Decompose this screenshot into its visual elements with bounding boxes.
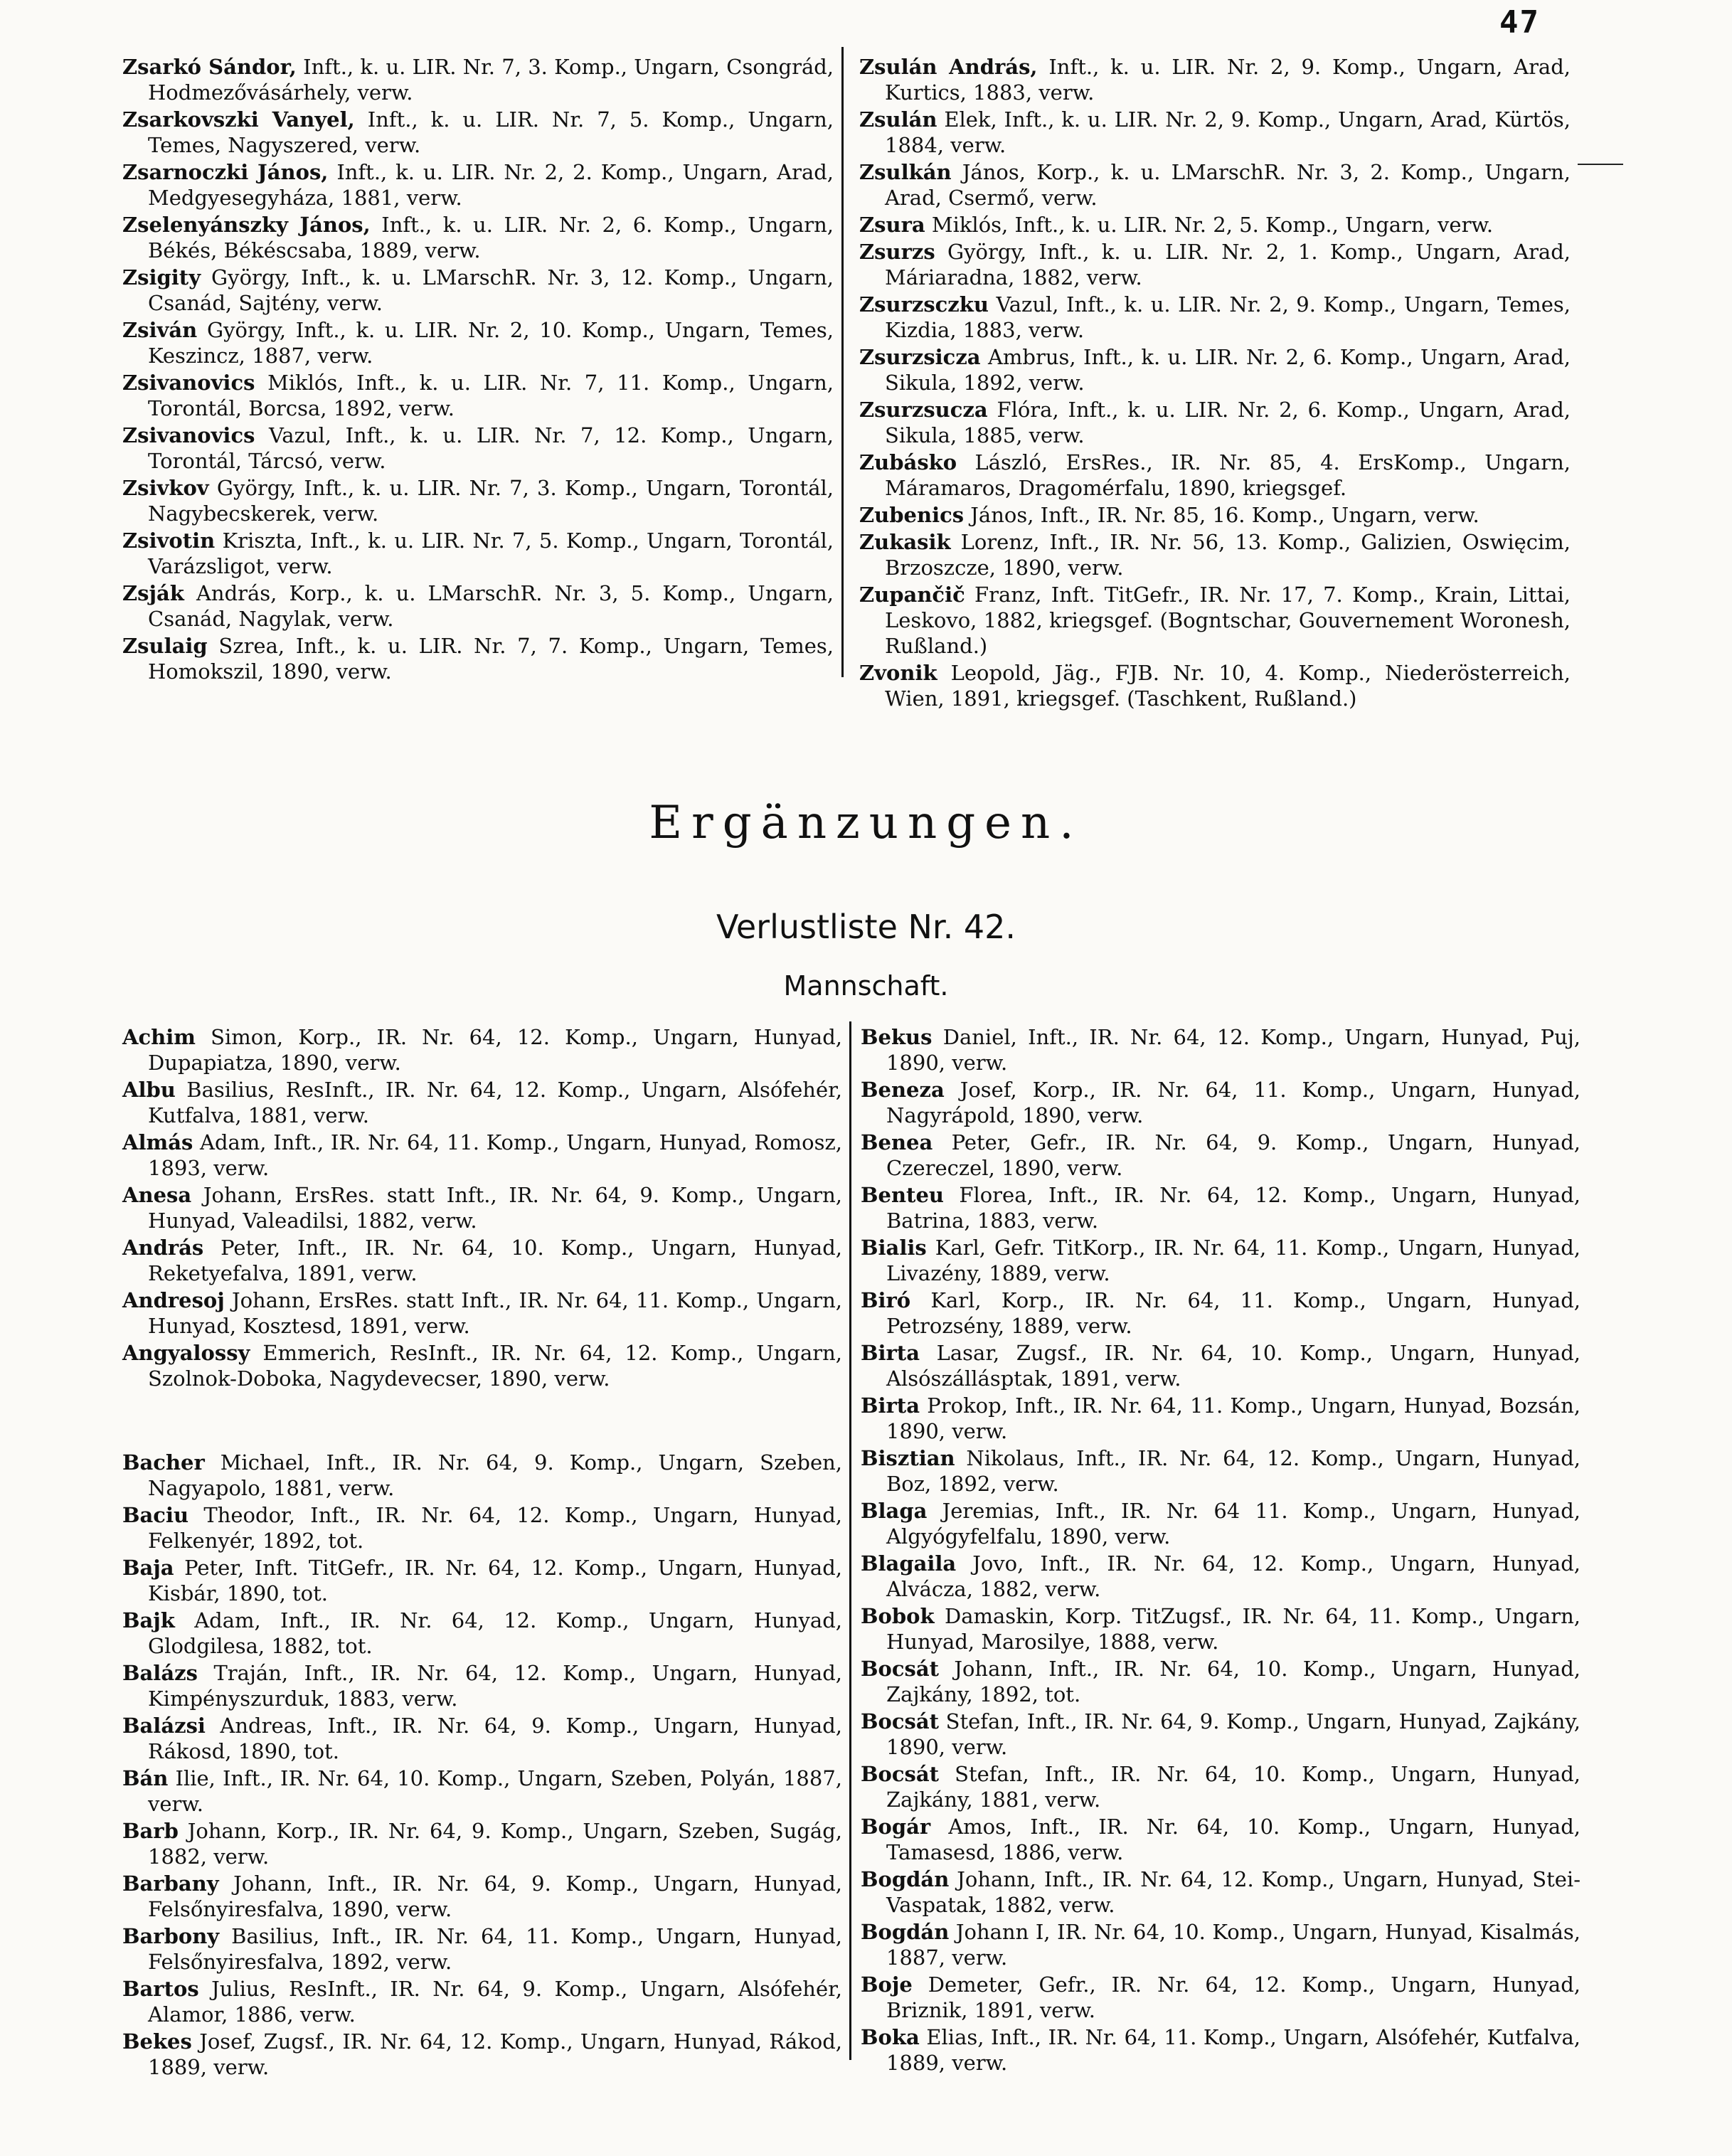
entry-name: Zubenics xyxy=(859,503,965,527)
group-gap xyxy=(122,1393,842,1450)
entry-name: Zselenyánszky János, xyxy=(122,213,371,237)
page-number: 47 xyxy=(1499,4,1540,41)
list-entry xyxy=(859,107,1571,158)
entry-name: Bisztian xyxy=(861,1446,955,1470)
entry-details: Jeremias, Inft., IR. Nr. 64 11. Komp., Ungarn, Hunyad, Algyógyfelfalu, 1890, verw. xyxy=(886,1499,1581,1549)
entry-details: Ilie, Inft., IR. Nr. 64, 10. Komp., Ungarn, Szeben, Polyán, 1887, verw. xyxy=(148,1766,843,1816)
entry-name: Zsurzsicza xyxy=(859,345,981,369)
entry-details: Johann, ErsRes. statt Inft., IR. Nr. 64, 11. Komp., Ungarn, Hunyad, Kosztesd, 1891, verw. xyxy=(148,1288,842,1338)
entry-name: Zsarkovszki Vanyel, xyxy=(122,107,355,132)
list-entry xyxy=(122,1923,842,1975)
list-entry xyxy=(122,1502,842,1554)
entry-details: Karl, Gefr. TitKorp., IR. Nr. 64, 11. Komp., Ungarn, Hunyad, Livazény, 1889, verw. xyxy=(886,1236,1581,1285)
entry-details: Lasar, Zugsf., IR. Nr. 64, 10. Komp., Ungarn, Hunyad, Alsószállásptak, 1891, verw. xyxy=(886,1341,1581,1391)
list-entry xyxy=(122,54,834,105)
list-entry xyxy=(122,1765,842,1817)
entry-details: Stefan, Inft., IR. Nr. 64, 9. Komp., Ungarn, Hunyad, Zajkány, 1890, verw. xyxy=(886,1709,1581,1759)
entry-name: Zukasik xyxy=(859,530,951,554)
list-entry xyxy=(861,1077,1580,1128)
list-entry xyxy=(861,1919,1580,1970)
list-entry xyxy=(861,1340,1580,1391)
entry-details: Johann, Inft., IR. Nr. 64, 12. Komp., Ungarn, Hunyad, Stei-Vaspatak, 1882, verw. xyxy=(886,1867,1580,1917)
column-bottom-right xyxy=(861,1024,1580,2077)
entry-name: Anesa xyxy=(122,1183,192,1207)
entry-details: Szrea, Inft., k. u. LIR. Nr. 7, 7. Komp., Ungarn, Temes, Homokszil, 1890, verw. xyxy=(148,634,834,684)
column-top-left xyxy=(122,54,834,686)
list-entry xyxy=(122,475,834,526)
entry-name: Bán xyxy=(122,1766,169,1790)
entry-details: Elek, Inft., k. u. LIR. Nr. 2, 9. Komp., Ungarn, Arad, Kürtös, 1884, verw. xyxy=(885,107,1571,157)
group-b xyxy=(122,1450,842,2080)
entry-name: Zvonik xyxy=(859,661,937,685)
list-entry xyxy=(861,1603,1580,1655)
list-entry xyxy=(122,580,834,632)
list-entry xyxy=(861,2024,1580,2076)
list-entry xyxy=(122,1818,842,1869)
list-entry xyxy=(122,1182,842,1233)
list-entry xyxy=(122,1608,842,1659)
list-entry xyxy=(861,1814,1580,1865)
entry-name: Zsják xyxy=(122,581,184,605)
heading-section: Mannschaft. xyxy=(783,970,949,1002)
entry-details: Stefan, Inft., IR. Nr. 64, 10. Komp., Ungarn, Hunyad, Zajkány, 1881, verw. xyxy=(886,1762,1581,1812)
entry-details: Basilius, Inft., IR. Nr. 64, 11. Komp., Ungarn, Hunyad, Felsőnyiresfalva, 1892, verw. xyxy=(148,1924,842,1974)
entry-name: Bialis xyxy=(861,1236,927,1260)
column-divider-bottom xyxy=(849,1021,851,2060)
entry-name: Zsulkán xyxy=(859,160,952,184)
entry-name: Zsura xyxy=(859,213,925,237)
entry-details: Adam, Inft., IR. Nr. 64, 11. Komp., Ungarn, Hunyad, Romosz, 1893, verw. xyxy=(148,1130,842,1180)
list-entry xyxy=(861,1182,1580,1233)
entry-name: Achim xyxy=(122,1025,196,1049)
entry-name: Zsivanovics xyxy=(122,371,255,395)
entry-name: Boka xyxy=(861,2025,920,2049)
list-entry xyxy=(859,212,1571,238)
entry-name: Bartos xyxy=(122,1977,199,2001)
entry-details: Johann, Inft., IR. Nr. 64, 10. Komp., Ungarn, Hunyad, Zajkány, 1892, tot. xyxy=(886,1657,1581,1706)
list-entry xyxy=(122,633,834,684)
list-entry xyxy=(122,1235,842,1286)
entry-name: Zsulaig xyxy=(122,634,208,658)
entry-details: Inft., k. u. LIR. Nr. 2, 6. Komp., Ungarn, Békés, Békéscsaba, 1889, verw. xyxy=(148,213,834,262)
entry-name: Benea xyxy=(861,1130,933,1154)
list-entry xyxy=(122,1024,842,1076)
list-entry xyxy=(122,317,834,368)
entry-details: György, Inft., k. u. LIR. Nr. 2, 1. Komp., Ungarn, Arad, Máriaradna, 1882, verw. xyxy=(885,240,1571,290)
entry-name: Bekus xyxy=(861,1025,933,1049)
entry-details: Adam, Inft., IR. Nr. 64, 12. Komp., Ungarn, Hunyad, Glodgilesa, 1882, tot. xyxy=(148,1608,842,1658)
entry-details: Peter, Gefr., IR. Nr. 64, 9. Komp., Ungarn, Hunyad, Czereczel, 1890, verw. xyxy=(886,1130,1580,1180)
entry-details: Florea, Inft., IR. Nr. 64, 12. Komp., Ungarn, Hunyad, Batrina, 1883, verw. xyxy=(886,1183,1581,1233)
entry-name: Bekes xyxy=(122,2029,192,2054)
heading-supplements: Ergänzungen. xyxy=(649,797,1083,849)
entry-details: Nikolaus, Inft., IR. Nr. 64, 12. Komp., Ungarn, Hunyad, Boz, 1892, verw. xyxy=(886,1446,1581,1496)
list-entry xyxy=(122,423,834,474)
entry-details: András, Korp., k. u. LMarschR. Nr. 3, 5. Komp., Ungarn, Csanád, Nagylak, verw. xyxy=(148,581,834,631)
list-entry xyxy=(861,1445,1580,1497)
entry-details: János, Korp., k. u. LMarschR. Nr. 3, 2. Komp., Ungarn, Arad, Csermő, verw. xyxy=(885,160,1571,210)
entry-name: Bocsát xyxy=(861,1762,940,1786)
list-entry xyxy=(861,1287,1580,1339)
entry-details: Julius, ResInft., IR. Nr. 64, 9. Komp., Ungarn, Alsófehér, Alamor, 1886, verw. xyxy=(148,1977,843,2027)
entry-details: László, ErsRes., IR. Nr. 85, 4. ErsKomp., Ungarn, Máramaros, Dragomérfalu, 1890, kriegsgef. xyxy=(885,450,1571,500)
entry-name: Bobok xyxy=(861,1604,935,1628)
entry-details: Johann I, IR. Nr. 64, 10. Komp., Ungarn, Hunyad, Kisalmás, 1887, verw. xyxy=(886,1920,1581,1970)
entry-name: Bocsát xyxy=(861,1709,940,1733)
heading-casualty-list: Verlustliste Nr. 42. xyxy=(716,908,1016,946)
entry-name: Bajk xyxy=(122,1608,175,1632)
entry-name: Birta xyxy=(861,1341,920,1365)
entry-details: Elias, Inft., IR. Nr. 64, 11. Komp., Ungarn, Alsófehér, Kutfalva, 1889, verw. xyxy=(886,2025,1580,2075)
entry-name: Bacher xyxy=(122,1450,205,1475)
entry-details: Johann, ErsRes. statt Inft., IR. Nr. 64, 9. Komp., Ungarn, Hunyad, Valeadilsi, 1882, verw. xyxy=(148,1183,842,1233)
entry-name: Zsulán András, xyxy=(859,55,1038,79)
entry-name: Almás xyxy=(122,1130,193,1154)
entry-name: Zupančič xyxy=(859,583,965,607)
entry-details: Peter, Inft. TitGefr., IR. Nr. 64, 12. Komp., Ungarn, Hunyad, Kisbár, 1890, tot. xyxy=(148,1556,842,1605)
list-entry xyxy=(861,1235,1580,1286)
entry-details: Jovo, Inft., IR. Nr. 64, 12. Komp., Ungarn, Hunyad, Alvácza, 1882, verw. xyxy=(886,1551,1580,1601)
entry-details: János, Inft., IR. Nr. 85, 16. Komp., Ungarn, verw. xyxy=(970,503,1479,527)
list-entry xyxy=(122,1130,842,1181)
column-bottom-left xyxy=(122,1024,842,2081)
column-divider-top xyxy=(841,47,844,677)
list-entry xyxy=(122,1287,842,1339)
entry-details: Ambrus, Inft., k. u. LIR. Nr. 2, 6. Komp., Ungarn, Arad, Sikula, 1892, verw. xyxy=(885,345,1571,395)
list-entry xyxy=(861,1130,1580,1181)
entry-details: Basilius, ResInft., IR. Nr. 64, 12. Komp., Ungarn, Alsófehér, Kutfalva, 1881, verw. xyxy=(148,1078,843,1127)
entry-details: Inft., k. u. LIR. Nr. 7, 3. Komp., Ungarn, Csongrád, Hodmezővásárhely, verw. xyxy=(148,55,834,105)
entry-name: Zsivanovics xyxy=(122,423,255,447)
entry-details: Prokop, Inft., IR. Nr. 64, 11. Komp., Ungarn, Hunyad, Bozsán, 1890, verw. xyxy=(886,1393,1580,1443)
entry-name: Birta xyxy=(861,1393,920,1418)
entry-details: Peter, Inft., IR. Nr. 64, 10. Komp., Ungarn, Hunyad, Reketyefalva, 1891, verw. xyxy=(148,1236,842,1285)
entry-details: Theodor, Inft., IR. Nr. 64, 12. Komp., Ungarn, Hunyad, Felkenyér, 1892, tot. xyxy=(148,1503,842,1553)
entry-name: Barbony xyxy=(122,1924,220,1948)
margin-mark xyxy=(1578,164,1623,165)
entry-details: Johann, Inft., IR. Nr. 64, 9. Komp., Ungarn, Hunyad, Felsőnyiresfalva, 1890, verw. xyxy=(148,1871,842,1921)
list-entry xyxy=(122,159,834,211)
entry-name: Zsigity xyxy=(122,265,201,290)
list-entry xyxy=(861,1761,1580,1812)
entry-details: Inft., k. u. LIR. Nr. 2, 2. Komp., Ungarn, Arad, Medgyesegyháza, 1881, verw. xyxy=(148,160,834,210)
entry-name: Zsarkó Sándor, xyxy=(122,55,297,79)
list-entry xyxy=(861,1656,1580,1707)
list-entry xyxy=(861,1498,1580,1549)
list-entry xyxy=(859,344,1571,395)
entry-name: Barbany xyxy=(122,1871,219,1896)
list-entry xyxy=(122,1660,842,1711)
entry-name: Bocsát xyxy=(861,1657,940,1681)
list-entry xyxy=(122,1976,842,2027)
entry-name: Angyalossy xyxy=(122,1341,250,1365)
entry-name: Baja xyxy=(122,1556,174,1580)
list-entry xyxy=(861,1709,1580,1760)
list-entry xyxy=(122,107,834,158)
list-entry xyxy=(861,1866,1580,1918)
list-entry xyxy=(861,1972,1580,2023)
entry-details: Karl, Korp., IR. Nr. 64, 11. Komp., Ungarn, Hunyad, Petrozsény, 1889, verw. xyxy=(886,1288,1580,1338)
entry-details: Inft., k. u. LIR. Nr. 7, 5. Komp., Ungarn, Temes, Nagyszered, verw. xyxy=(148,107,834,157)
list-entry xyxy=(859,502,1571,528)
entry-name: Boje xyxy=(861,1972,913,1997)
list-entry xyxy=(859,54,1571,105)
entry-name: Zubásko xyxy=(859,450,957,474)
entry-details: Johann, Korp., IR. Nr. 64, 9. Komp., Ungarn, Szeben, Sugág, 1882, verw. xyxy=(148,1819,842,1869)
entry-name: Balázs xyxy=(122,1661,198,1685)
entry-name: Biró xyxy=(861,1288,911,1312)
entry-name: Balázsi xyxy=(122,1714,206,1738)
list-entry xyxy=(122,1713,842,1764)
entry-details: Michael, Inft., IR. Nr. 64, 9. Komp., Ungarn, Szeben, Nagyapolo, 1881, verw. xyxy=(148,1450,843,1500)
entry-name: Zsurzs xyxy=(859,240,935,264)
entry-name: Beneza xyxy=(861,1078,945,1102)
list-entry xyxy=(122,1555,842,1606)
list-entry xyxy=(859,582,1571,659)
list-entry xyxy=(861,1024,1580,1076)
entry-name: Zsulán xyxy=(859,107,937,132)
entry-details: György, Inft., k. u. LIR. Nr. 7, 3. Komp., Ungarn, Torontál, Nagybecskerek, verw. xyxy=(148,476,834,526)
entry-details: Demeter, Gefr., IR. Nr. 64, 12. Komp., Ungarn, Hunyad, Briznik, 1891, verw. xyxy=(886,1972,1580,2022)
list-entry xyxy=(859,529,1571,580)
list-entry xyxy=(122,370,834,421)
entry-details: Traján, Inft., IR. Nr. 64, 12. Komp., Ungarn, Hunyad, Kimpényszurduk, 1883, verw. xyxy=(148,1661,842,1711)
entry-name: András xyxy=(122,1236,204,1260)
list-entry xyxy=(861,1551,1580,1602)
entry-details: Damaskin, Korp. TitZugsf., IR. Nr. 64, 11. Komp., Ungarn, Hunyad, Marosilye, 1888, verw. xyxy=(886,1604,1581,1654)
entry-details: Amos, Inft., IR. Nr. 64, 10. Komp., Ungarn, Hunyad, Tamasesd, 1886, verw. xyxy=(886,1815,1580,1864)
entry-details: Lorenz, Inft., IR. Nr. 56, 13. Komp., Galizien, Oswięcim, Brzoszcze, 1890, verw. xyxy=(885,530,1571,580)
list-entry xyxy=(122,1077,842,1128)
entry-details: Miklós, Inft., k. u. LIR. Nr. 2, 5. Komp., Ungarn, verw. xyxy=(931,213,1494,237)
list-entry xyxy=(122,212,834,263)
list-entry xyxy=(859,292,1571,343)
entry-details: Josef, Zugsf., IR. Nr. 64, 12. Komp., Ungarn, Hunyad, Rákod, 1889, verw. xyxy=(148,2029,843,2079)
entry-name: Zsivkov xyxy=(122,476,209,500)
entry-details: Simon, Korp., IR. Nr. 64, 12. Komp., Ungarn, Hunyad, Dupapiatza, 1890, verw. xyxy=(148,1025,843,1075)
entry-details: Inft., k. u. LIR. Nr. 2, 9. Komp., Ungarn, Arad, Kurtics, 1883, verw. xyxy=(885,55,1571,105)
entry-name: Blagaila xyxy=(861,1551,957,1576)
list-entry xyxy=(859,450,1571,501)
list-entry xyxy=(859,159,1571,211)
entry-details: Emmerich, ResInft., IR. Nr. 64, 12. Komp., Ungarn, Szolnok-Doboka, Nagydevecser, 1890, verw. xyxy=(148,1341,843,1391)
entry-details: Vazul, Inft., k. u. LIR. Nr. 2, 9. Komp., Ungarn, Temes, Kizdia, 1883, verw. xyxy=(885,292,1571,342)
entry-name: Barb xyxy=(122,1819,179,1843)
list-entry xyxy=(122,265,834,316)
entry-name: Baciu xyxy=(122,1503,189,1527)
entry-details: György, Inft., k. u. LMarschR. Nr. 3, 12. Komp., Ungarn, Csanád, Sajtény, verw. xyxy=(148,265,834,315)
entry-details: Franz, Inft. TitGefr., IR. Nr. 17, 7. Komp., Krain, Littai, Leskovo, 1882, kriegsgef. (Bogntschar, Gouvernement Woronesh, Rußland.) xyxy=(885,583,1571,658)
entry-details: Miklós, Inft., k. u. LIR. Nr. 7, 11. Komp., Ungarn, Torontál, Borcsa, 1892, verw. xyxy=(148,371,834,420)
entry-name: Bogdán xyxy=(861,1920,950,1944)
entry-name: Zsarnoczki János, xyxy=(122,160,329,184)
entry-name: Bogár xyxy=(861,1815,931,1839)
entry-details: Vazul, Inft., k. u. LIR. Nr. 7, 12. Komp., Ungarn, Torontál, Tárcsó, verw. xyxy=(148,423,834,473)
entry-name: Zsurzsczku xyxy=(859,292,989,317)
entry-name: Andresoj xyxy=(122,1288,225,1312)
entry-details: Flóra, Inft., k. u. LIR. Nr. 2, 6. Komp., Ungarn, Arad, Sikula, 1885, verw. xyxy=(885,398,1571,447)
list-entry xyxy=(122,1450,842,1501)
list-entry xyxy=(122,528,834,579)
list-entry xyxy=(861,1393,1580,1444)
entry-details: Leopold, Jäg., FJB. Nr. 10, 4. Komp., Niederösterreich, Wien, 1891, kriegsgef. (Taschkent, Rußland.) xyxy=(885,661,1571,711)
list-entry xyxy=(859,239,1571,290)
entry-details: Kriszta, Inft., k. u. LIR. Nr. 7, 5. Komp., Ungarn, Torontál, Varázsligot, verw. xyxy=(148,529,834,578)
list-entry xyxy=(859,397,1571,448)
list-entry xyxy=(122,2029,842,2080)
entry-name: Albu xyxy=(122,1078,176,1102)
entry-name: Benteu xyxy=(861,1183,944,1207)
entry-name: Zsiván xyxy=(122,318,198,342)
entry-name: Bogdán xyxy=(861,1867,950,1891)
list-entry xyxy=(122,1340,842,1391)
entry-details: Josef, Korp., IR. Nr. 64, 11. Komp., Ungarn, Hunyad, Nagyrápold, 1890, verw. xyxy=(886,1078,1580,1127)
entry-name: Blaga xyxy=(861,1499,928,1523)
entry-name: Zsivotin xyxy=(122,529,216,553)
entry-details: Andreas, Inft., IR. Nr. 64, 9. Komp., Ungarn, Hunyad, Rákosd, 1890, tot. xyxy=(148,1714,843,1763)
entry-details: Daniel, Inft., IR. Nr. 64, 12. Komp., Ungarn, Hunyad, Puj, 1890, verw. xyxy=(886,1025,1580,1075)
column-top-right xyxy=(859,54,1571,713)
list-entry xyxy=(122,1871,842,1922)
list-entry xyxy=(859,660,1571,711)
group-a xyxy=(122,1024,842,1391)
entry-details: György, Inft., k. u. LIR. Nr. 2, 10. Komp., Ungarn, Temes, Keszincz, 1887, verw. xyxy=(148,318,834,368)
entry-name: Zsurzsucza xyxy=(859,398,988,422)
